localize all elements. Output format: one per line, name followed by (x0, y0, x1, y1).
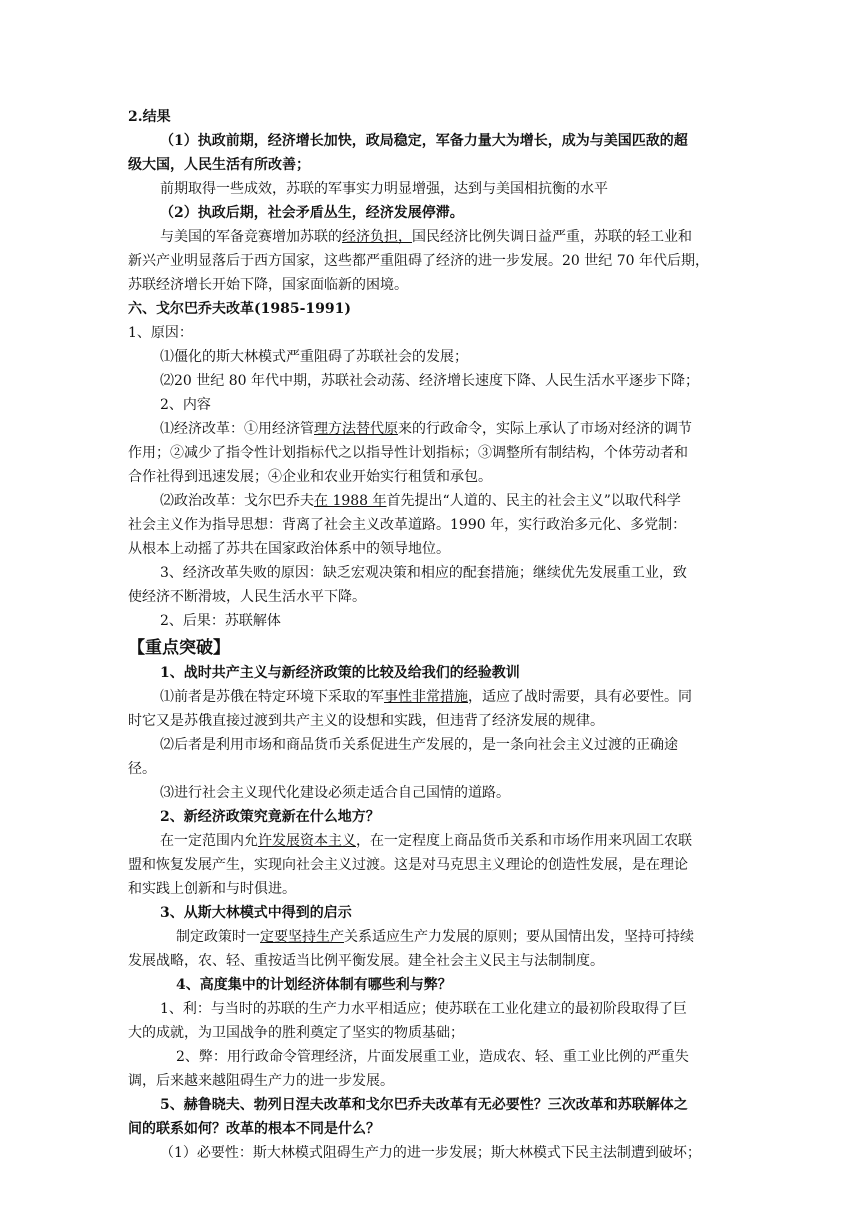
text-line (128, 324, 193, 342)
text-segment: 4、高度集中的计划经济体制有哪些利与弊？ (176, 977, 452, 993)
text-segment: 1、战时共产主义与新经济政策的比较及给我们的经验教训 (160, 665, 520, 681)
text-segment: 2、内容 (160, 397, 211, 413)
text-segment: 苏联经济增长开始下降，国家面临新的困境。 (128, 277, 408, 293)
text-segment: 调，后来越来越阻碍生产力的进一步发展。 (128, 1073, 394, 1089)
text-segment: 在一定范围内允 (160, 833, 258, 849)
text-segment: 级大国，人民生活有所改善； (128, 157, 310, 173)
text-line (160, 612, 281, 630)
text-segment: （1）必要性：斯大林模式阻碍生产力的进一步发展；斯大林模式下民主法制遭到破坏； (160, 1145, 701, 1161)
text-segment: 作用；②减少了指令性计划指标代之以指导性计划指标；③调整所有制结构，个体劳动者和 (128, 445, 688, 461)
text-segment: ，在一定程度上商品货币关系和市场作用来巩固工农联 (356, 833, 692, 849)
text-segment: 径。 (128, 761, 156, 777)
text-segment: ⑴经济改革：①用经济管 (160, 421, 314, 437)
text-line (160, 348, 468, 366)
text-segment: 许发展资本主义 (258, 833, 356, 849)
text-segment: 【重点突破】 (128, 638, 230, 658)
text-segment: ⑴僵化的斯大林模式严重阻碍了苏联社会的发展； (160, 349, 468, 365)
text-line (160, 736, 678, 754)
text-line (160, 688, 692, 706)
text-line (128, 880, 296, 898)
text-line (160, 492, 681, 510)
text-line (128, 588, 366, 606)
text-segment: 3、经济改革失败的原因：缺乏宏观决策和相应的配套措施；继续优先发展重工业，致 (160, 565, 687, 581)
text-line (128, 1120, 380, 1138)
text-line (128, 1024, 464, 1042)
text-segment: 使经济不断滑坡，人民生活水平下降。 (128, 589, 366, 605)
text-line (160, 420, 692, 438)
text-segment: 社会主义作为指导思想：背离了社会主义改革道路。1990 年，实行政治多元化、多党制： (128, 517, 687, 533)
text-segment: 3、从斯大林模式中得到的启示 (160, 905, 352, 921)
text-segment: 1、利：与当时的苏联的生产力水平相适应；使苏联在工业化建立的最初阶段取得了巨 (160, 1001, 687, 1017)
text-segment: 事性非常措施 (384, 689, 468, 705)
text-segment: 2、后果：苏联解体 (160, 613, 281, 629)
text-segment: 大的成就，为卫国战争的胜利奠定了坚实的物质基础； (128, 1025, 464, 1041)
text-segment: 首先提出“人道的、民主的社会主义”以取代科学 (386, 493, 681, 509)
text-line (128, 1072, 394, 1090)
text-line (128, 108, 171, 126)
text-segment: ⑶进行社会主义现代化建设必须走适合自己国情的道路。 (160, 785, 510, 801)
text-segment: （2）执政后期，社会矛盾丛生，经济发展停滞。 (160, 205, 464, 221)
text-segment: 2.结果 (128, 109, 171, 125)
text-segment: 间的联系如何？改革的根本不同是什么？ (128, 1121, 380, 1137)
text-segment: 关系适应生产力发展的原则；要从国情出发，坚持可持续 (344, 929, 694, 945)
text-segment: 定要坚持生产 (260, 929, 344, 945)
text-segment: ，适应了战时需要，具有必要性。同 (468, 689, 692, 705)
text-segment: ⑵后者是利用市场和商品货币关系促进生产发展的，是一条向社会主义过渡的正确途 (160, 737, 678, 753)
text-line (128, 516, 686, 534)
text-segment: 发展战略，农、轻、重按适当比例平衡发展。建全社会主义民主与法制制度。 (128, 953, 604, 969)
text-line (128, 760, 156, 778)
text-segment: 国民经济比例失调日益严重，苏联的轻工业和 (412, 229, 692, 245)
text-segment: ⑵20 世纪 80 年代中期，苏联社会动荡、经济增长速度下降、人民生活水平逐步下降； (160, 373, 699, 389)
text-line (160, 204, 464, 222)
text-line (176, 1048, 689, 1066)
text-line (160, 1000, 687, 1018)
text-line (160, 832, 692, 850)
text-line (128, 444, 688, 462)
text-line (128, 252, 709, 270)
text-segment: 5、赫鲁晓夫、勃列日涅夫改革和戈尔巴乔夫改革有无必要性？三次改革和苏联解体之 (160, 1097, 688, 1113)
text-segment: 理方法替代原 (314, 421, 398, 437)
text-segment: 1、原因： (128, 325, 193, 341)
text-segment: 合作社得到迅速发展；④企业和农业开始实行租赁和承包。 (128, 469, 492, 485)
text-line (176, 928, 694, 946)
text-line (160, 1096, 688, 1114)
text-line (128, 952, 604, 970)
text-segment: 盟和恢复发展产生，实现向社会主义过渡。这是对马克思主义理论的创造性发展，是在理论 (128, 857, 688, 873)
text-segment: 六、戈尔巴乔夫改革(1985-1991) (128, 301, 351, 317)
text-segment: 来的行政命令，实际上承认了市场对经济的调节 (398, 421, 692, 437)
text-line (160, 564, 687, 582)
text-line (128, 856, 688, 874)
text-line (128, 276, 408, 294)
text-line (128, 468, 492, 486)
text-line (128, 540, 450, 558)
text-line (160, 180, 608, 198)
text-line (160, 1144, 701, 1162)
text-line (160, 372, 699, 390)
text-segment: 与美国的军备竞赛增加苏联的 (160, 229, 342, 245)
text-segment: 和实践上创新和与时俱进。 (128, 881, 296, 897)
text-line (160, 784, 510, 802)
text-segment: 制定政策时一 (176, 929, 260, 945)
text-line (160, 664, 520, 682)
text-line (128, 300, 351, 318)
text-segment: 前期取得一些成效，苏联的军事实力明显增强，达到与美国相抗衡的水平 (160, 181, 608, 197)
text-line (160, 228, 692, 246)
text-segment: 时它又是苏俄直接过渡到共产主义的设想和实践，但违背了经济发展的规律。 (128, 713, 604, 729)
text-line (160, 396, 211, 414)
text-line (128, 712, 604, 730)
text-line (128, 638, 230, 658)
text-segment: ⑴前者是苏俄在特定环境下采取的军 (160, 689, 384, 705)
text-segment: 2、弊：用行政命令管理经济，片面发展重工业，造成农、轻、重工业比例的严重失 (176, 1049, 689, 1065)
text-line (160, 808, 380, 826)
text-line (160, 132, 688, 150)
text-segment: 从根本上动摇了苏共在国家政治体系中的领导地位。 (128, 541, 450, 557)
text-line (176, 976, 452, 994)
text-segment: 经济负担， (342, 229, 412, 245)
text-line (128, 156, 310, 174)
text-segment: ⑵政治改革：戈尔巴乔夫 (160, 493, 314, 509)
text-segment: （1）执政前期，经济增长加快，政局稳定，军备力量大为增长，成为与美国匹敌的超 (160, 133, 688, 149)
text-segment: 2、新经济政策究竟新在什么地方？ (160, 809, 380, 825)
text-segment: 在 1988 年 (314, 493, 387, 509)
text-segment: 新兴产业明显落后于西方国家，这些都严重阻碍了经济的进一步发展。20 世纪 70 年代后期， (128, 253, 709, 269)
text-line (160, 904, 352, 922)
